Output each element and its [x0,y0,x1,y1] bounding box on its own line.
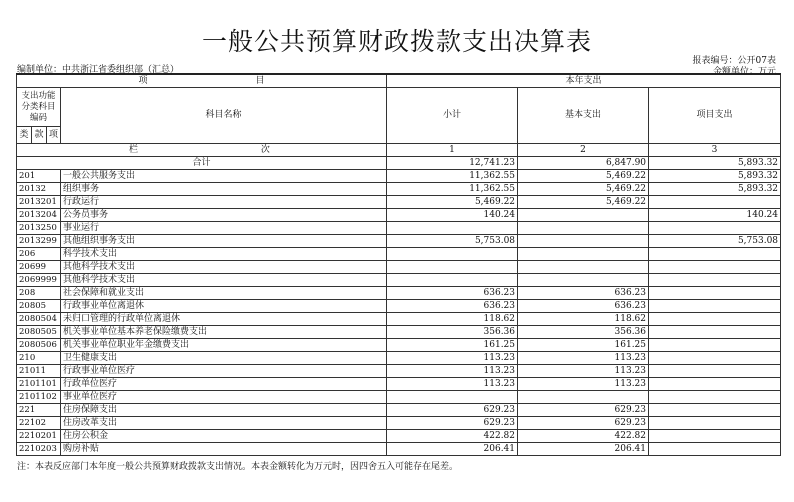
project-value: 5,893.32 [649,183,781,196]
subtotal-value: 422.82 [387,430,518,443]
expenditure-table [16,73,781,456]
basic-value: 118.62 [518,313,649,326]
basic-value: 113.23 [518,365,649,378]
function-code: 20699 [17,261,61,274]
basic-header: 基本支出 [518,88,649,144]
subject-name: 卫生健康支出 [61,352,387,365]
subject-name: 机关事业单位职业年金缴费支出 [61,339,387,352]
subtotal-value: 206.41 [387,443,518,456]
subtotal-value [387,261,518,274]
subtotal-value: 11,362.55 [387,183,518,196]
basic-value: 629.23 [518,404,649,417]
project-value [649,300,781,313]
subtotal-value [387,222,518,235]
function-code: 2013250 [17,222,61,235]
subtotal-value [387,248,518,261]
basic-value: 161.25 [518,339,649,352]
project-value: 140.24 [649,209,781,222]
total-basic: 6,847.90 [518,157,649,170]
project-value [649,430,781,443]
function-code: 22102 [17,417,61,430]
function-code: 2210201 [17,430,61,443]
header-row-1 [17,74,781,88]
basic-value: 636.23 [518,287,649,300]
basic-value [518,248,649,261]
project-value [649,417,781,430]
basic-value: 113.23 [518,378,649,391]
project-value [649,222,781,235]
project-value [649,196,781,209]
subject-name: 行政事业单位医疗 [61,365,387,378]
total-project: 5,893.32 [649,157,781,170]
basic-value: 636.23 [518,300,649,313]
basic-value: 5,469.22 [518,183,649,196]
subtotal-value [387,274,518,287]
subject-name-header: 科目名称 [61,88,387,144]
function-code: 201 [17,170,61,183]
subject-name: 行政运行 [61,196,387,209]
function-code: 2013201 [17,196,61,209]
subject-name: 其他科学技术支出 [61,274,387,287]
table-row [17,222,781,235]
basic-value [518,391,649,404]
subtotal-value: 140.24 [387,209,518,222]
subtotal-value: 5,469.22 [387,196,518,209]
col-index-2: 2 [518,144,649,157]
function-code: 2013299 [17,235,61,248]
column-index-row [17,144,781,157]
amount-unit: 金额单位：万元 [712,67,776,77]
basic-value [518,209,649,222]
function-code: 2080505 [17,326,61,339]
subject-name: 其他组织事务支出 [61,235,387,248]
lei-header: 类 [17,127,32,144]
subject-name: 社会保障和就业支出 [61,287,387,300]
subject-name: 住房公积金 [61,430,387,443]
subtotal-value: 636.23 [387,300,518,313]
function-code: 2101102 [17,391,61,404]
function-code: 20805 [17,300,61,313]
function-code: 2210203 [17,443,61,456]
function-code: 210 [17,352,61,365]
col-index-3: 3 [649,144,781,157]
function-code: 206 [17,248,61,261]
table-row [17,391,781,404]
subject-name: 事业单位医疗 [61,391,387,404]
subject-name: 组织事务 [61,183,387,196]
subtotal-header: 小计 [387,88,518,144]
code-group-header: 支出功能分类科目编码 [17,88,61,127]
basic-value: 356.36 [518,326,649,339]
function-code: 2080504 [17,313,61,326]
table-row [17,313,781,326]
lan-label: 栏 [129,144,139,155]
table-row [17,209,781,222]
subtotal-value: 636.23 [387,287,518,300]
basic-value: 629.23 [518,417,649,430]
subject-name: 机关事业单位基本养老保险缴费支出 [61,326,387,339]
table-row [17,196,781,209]
table-row [17,365,781,378]
table-row [17,261,781,274]
subject-name: 其他科学技术支出 [61,261,387,274]
function-code: 2101101 [17,378,61,391]
total-label: 合计 [17,157,387,170]
project-value: 5,893.32 [649,170,781,183]
table-row [17,339,781,352]
form-number: 报表编号：公开07表 [692,56,776,66]
xiang-header: 项 [47,127,61,144]
subtotal-value: 161.25 [387,339,518,352]
subtotal-value: 356.36 [387,326,518,339]
total-subtotal: 12,741.23 [387,157,518,170]
project-value [649,404,781,417]
table-row [17,274,781,287]
project-value [649,378,781,391]
subject-name: 事业运行 [61,222,387,235]
subject-name: 公务员事务 [61,209,387,222]
project-value [649,313,781,326]
project-value [649,274,781,287]
table-row [17,404,781,417]
table-row [17,417,781,430]
kuan-header: 款 [32,127,47,144]
table-row [17,443,781,456]
col-index-1: 1 [387,144,518,157]
project-value [649,326,781,339]
subtotal-value: 113.23 [387,365,518,378]
project-value [649,287,781,300]
subtotal-value: 5,753.08 [387,235,518,248]
subject-name: 科学技术支出 [61,248,387,261]
basic-value [518,261,649,274]
table-row [17,352,781,365]
project-value [649,352,781,365]
subtotal-value: 113.23 [387,378,518,391]
basic-value [518,235,649,248]
basic-value: 113.23 [518,352,649,365]
item-header: 项 目 [17,74,387,88]
function-code: 221 [17,404,61,417]
total-row [17,157,781,170]
table-row [17,170,781,183]
page-title: 一般公共预算财政拨款支出决算表 [201,27,592,56]
footnote: 注：本表反应部门本年度一般公共预算财政拨款支出情况。本表金额转化为万元时，因四舍五入可能存在尾差。 [17,462,459,472]
subject-name: 住房保障支出 [61,404,387,417]
subject-name: 住房改革支出 [61,417,387,430]
project-value [649,261,781,274]
subtotal-value: 118.62 [387,313,518,326]
reporting-unit: 编制单位：中共浙江省委组织部（汇总） [17,65,180,75]
subject-name: 行政单位医疗 [61,378,387,391]
basic-value: 206.41 [518,443,649,456]
header-row-2 [17,88,781,127]
project-value [649,248,781,261]
subject-name: 未归口管理的行政单位离退休 [61,313,387,326]
function-code: 2069999 [17,274,61,287]
table-row [17,248,781,261]
project-value [649,443,781,456]
table-row [17,300,781,313]
table-row [17,287,781,300]
basic-value: 422.82 [518,430,649,443]
project-header: 项目支出 [649,88,781,144]
basic-value [518,222,649,235]
function-code: 21011 [17,365,61,378]
subtotal-value [387,391,518,404]
subject-name: 行政事业单位离退休 [61,300,387,313]
project-value [649,391,781,404]
basic-value: 5,469.22 [518,170,649,183]
subtotal-value: 629.23 [387,404,518,417]
project-value [649,339,781,352]
project-value: 5,753.08 [649,235,781,248]
basic-value: 5,469.22 [518,196,649,209]
function-code: 208 [17,287,61,300]
subtotal-value: 113.23 [387,352,518,365]
current-year-header: 本年支出 [387,74,781,88]
subject-name: 一般公共服务支出 [61,170,387,183]
subtotal-value: 11,362.55 [387,170,518,183]
function-code: 2080506 [17,339,61,352]
table-row [17,430,781,443]
lan-ci-cell [17,144,387,157]
table-row [17,326,781,339]
ci-label: 次 [260,144,270,155]
table-row [17,378,781,391]
project-value [649,365,781,378]
function-code: 2013204 [17,209,61,222]
basic-value [518,274,649,287]
table-row [17,235,781,248]
subject-name: 购房补贴 [61,443,387,456]
subtotal-value: 629.23 [387,417,518,430]
table-row [17,183,781,196]
function-code: 20132 [17,183,61,196]
